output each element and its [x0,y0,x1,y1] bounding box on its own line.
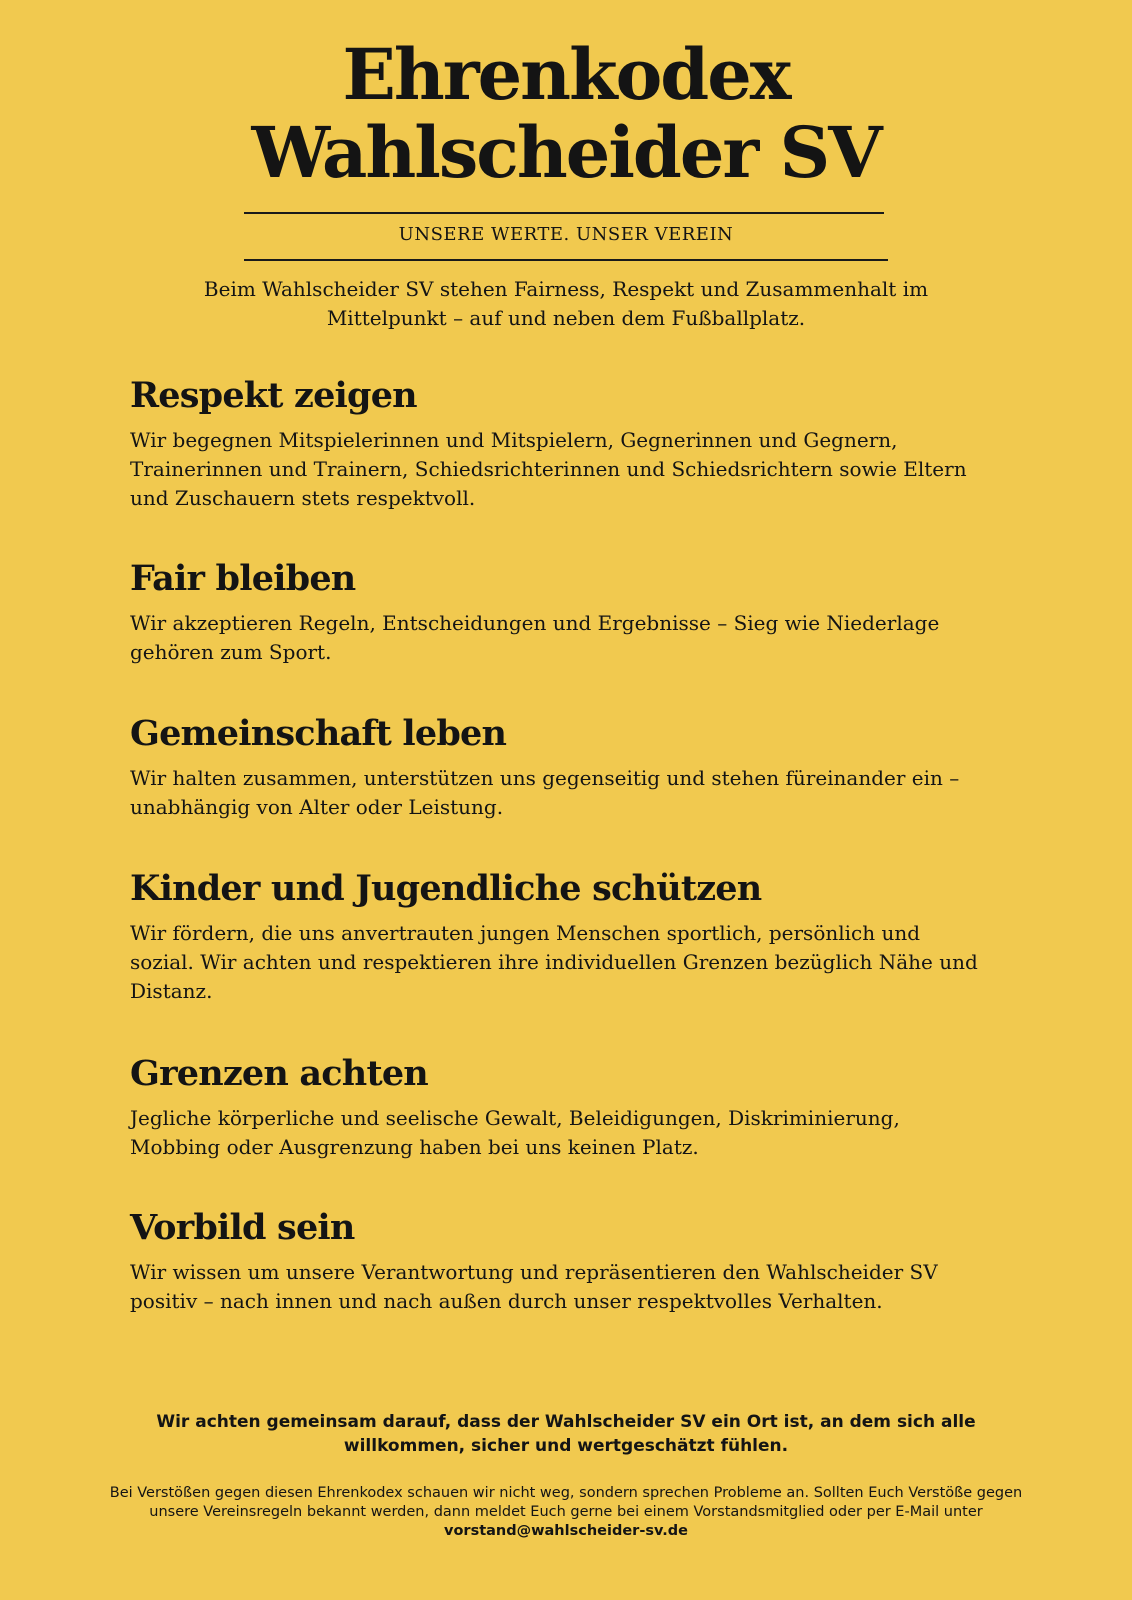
section-text: Wir akzeptieren Regeln, Entscheidungen und Ergebnisse – Sieg wie Niederlage gehören zum Sport. [130,611,940,664]
section-text: Wir halten zusammen, unterstützen uns gegenseitig und stehen füreinander ein – unabhängig von Alter oder Leistung. [130,766,960,819]
footer-note [100,1484,1032,1541]
section-heading: Kinder und Jugendliche schützen [130,868,762,909]
section-heading: Vorbild sein [130,1207,355,1248]
section-respekt-zeigen [130,374,1010,513]
section-text: Wir fördern, die uns anvertrauten jungen Menschen sportlich, persönlich und sozial. Wir achten und respektieren ihre individuellen Grenzen bezüglich Nähe und Distanz. [130,921,978,1003]
contact-email-link[interactable]: vorstand@wahlscheider-sv.de [444,1523,688,1539]
section-grenzen-achten [130,1052,1010,1162]
section-fair-bleiben [130,557,1010,667]
intro-text: Beim Wahlscheider SV stehen Fairness, Respekt und Zusammenhalt im Mittelpunkt – auf und neben dem Fußballplatz. [203,277,929,330]
top-divider [244,212,884,214]
title-line-2: Wahlscheider SV [251,111,881,194]
section-heading: Grenzen achten [130,1053,428,1094]
footer-text: Bei Verstößen gegen diesen Ehrenkodex schauen wir nicht weg, sondern sprechen Probleme an. Sollten Euch Verstöße gegen unsere Vereinsregeln bekannt werden, dann meldet Euch gerne bei einem Vorstandsmitglied oder per E-Mail unter [109,1485,1023,1520]
tagline: UNSERE WERTE. UNSER VEREIN [398,224,734,245]
title-line-1: Ehrenkodex [342,33,790,116]
section-text: Jegliche körperliche und seelische Gewalt, Beleidigungen, Diskriminierung, Mobbing oder Ausgrenzung haben bei uns keinen Platz. [130,1106,900,1159]
closing-statement: Wir achten gemeinsam darauf, dass der Wahlscheider SV ein Ort ist, an dem sich alle willkommen, sicher und wertgeschätzt fühlen. [156,1412,976,1456]
section-text: Wir begegnen Mitspielerinnen und Mitspielern, Gegnerinnen und Gegnern, Trainerinnen und Trainern, Schiedsrichterinnen und Schiedsrichtern sowie Eltern und Zuschauern stets respektvoll. [130,428,967,510]
section-kinder-jugendliche [130,867,1010,1006]
section-text: Wir wissen um unsere Verantwortung und repräsentieren den Wahlscheider SV positiv – nach innen und nach außen durch unser respektvolles Verhalten. [130,1260,938,1313]
page-title [0,33,1132,194]
section-heading: Respekt zeigen [130,375,417,416]
section-heading: Gemeinschaft leben [130,713,507,754]
section-gemeinschaft-leben [130,712,1010,822]
section-heading: Fair bleiben [130,558,356,599]
section-vorbild-sein [130,1206,1010,1316]
bottom-divider [244,259,888,261]
